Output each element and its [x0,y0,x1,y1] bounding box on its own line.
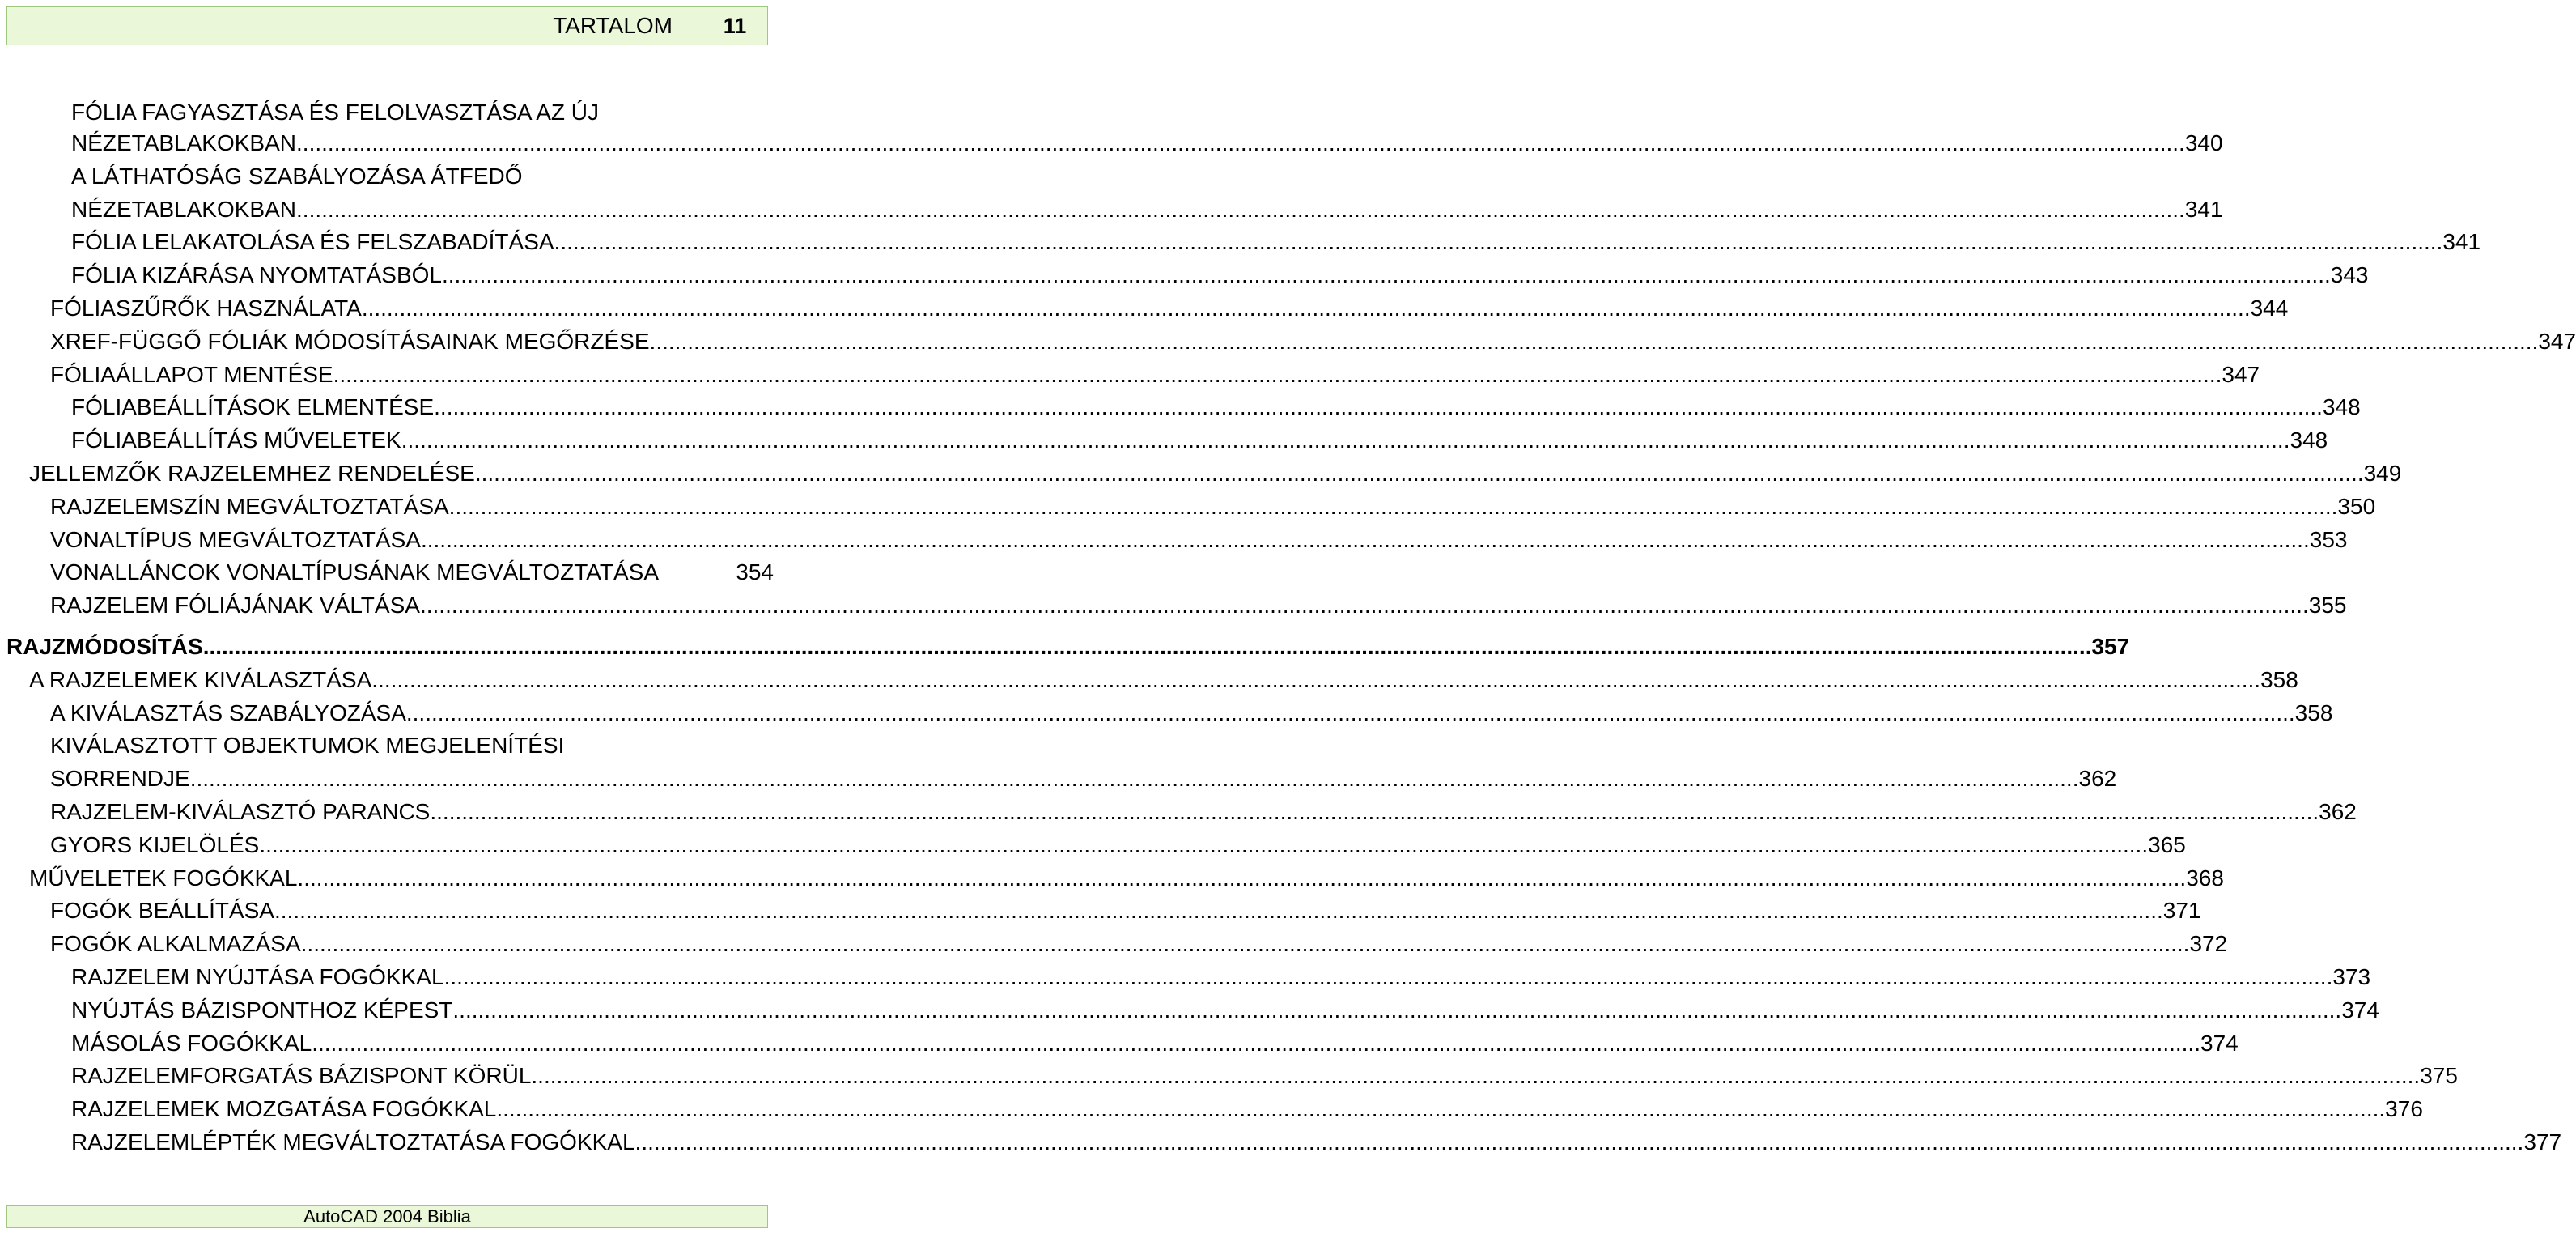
toc-page-number: 354 [736,559,774,585]
toc-entry[interactable] [0,589,2347,623]
toc-page-number: 341 [2184,196,2223,222]
toc-entry-title: RAJZELEMEK MOZGATÁSA FOGÓKKAL [71,1096,497,1122]
toc-entry[interactable] [0,1060,2458,1093]
toc-dot-leader: ............................................................................................................................................................................................................................................................................................................ [448,493,2338,519]
footer-title: AutoCAD 2004 Biblia [303,1206,471,1227]
toc-entry[interactable] [0,193,2223,227]
toc-entry[interactable] [0,1093,2423,1126]
toc-dot-leader: ............................................................................................................................................................................................................................................................................................................ [333,361,2222,387]
toc-entry[interactable] [0,994,2379,1027]
toc-entry-title: RAJZELEM NYÚJTÁSA FOGÓKKAL [71,963,444,989]
toc-dot-leader: ............................................................................................................................................................................................................................................................................................................ [312,1030,2200,1056]
toc-dot-leader: ............................................................................................................................................................................................................................................................................................................ [452,997,2342,1023]
toc-page-number: 365 [2148,831,2186,857]
toc-dot-leader: ............................................................................................................................................................................................................................................................................................................ [474,460,2364,486]
toc-dot-leader: ............................................................................................................................................................................................................................................................................................................ [202,633,2092,659]
toc-page-number: 347 [2222,361,2260,387]
toc-page-number: 375 [2420,1063,2458,1089]
toc-entry[interactable] [0,524,2348,557]
toc-dot-leader: ............................................................................................................................................................................................................................................................................................................ [496,1096,2386,1122]
toc-entry-title: VONALLÁNCOK VONALTÍPUSÁNAK MEGVÁLTOZTATÁSA [50,559,660,585]
toc-page-number: 348 [2290,427,2328,453]
toc-entry[interactable] [0,1027,2239,1061]
toc-entry-title: VONALTÍPUS MEGVÁLTOZTATÁSA [50,526,421,552]
toc-dot-leader: ............................................................................................................................................................................................................................................................................................................ [296,130,2185,155]
toc-entry-title: NÉZETABLAKOKBAN [71,196,297,222]
toc-entry-title: RAJZELEMSZÍN MEGVÁLTOZTATÁSA [50,493,449,519]
toc-entry[interactable] [0,226,2481,259]
toc-entry-title: FÓLIABEÁLLÍTÁSOK ELMENTÉSE [71,394,435,420]
toc-dot-leader: ............................................................................................................................................................................................................................................................................................................ [430,798,2319,824]
toc-dot-leader: ............................................................................................................................................................................................................................................................................................................ [371,666,2261,692]
toc-page-number: 368 [2186,865,2224,891]
toc-dot-leader: ............................................................................................................................................................................................................................................................................................................ [274,898,2163,924]
toc-page-number: 350 [2337,493,2376,519]
toc-entry[interactable] [0,1126,2562,1159]
toc-entry-title: A LÁTHATÓSÁG SZABÁLYOZÁSA ÁTFEDŐ [71,163,523,189]
toc-entry[interactable] [0,359,2260,392]
toc-entry-title: NÉZETABLAKOKBAN [71,130,297,155]
toc-entry[interactable] [0,763,2117,796]
toc-page-number: 374 [2200,1030,2239,1056]
toc-entry-title: FÓLIA KIZÁRÁSA NYOMTATÁSBÓL [71,262,442,288]
toc-page-number: 377 [2523,1129,2562,1154]
toc-entry[interactable] [0,697,2333,730]
toc-page-number: 362 [2319,798,2357,824]
toc-entry[interactable] [0,98,774,127]
toc-page-number: 344 [2250,295,2289,321]
toc-dot-leader: ............................................................................................................................................................................................................................................................................................................ [531,1063,2421,1089]
toc-entry[interactable] [0,457,2402,491]
toc-dot-leader: ............................................................................................................................................................................................................................................................................................................ [649,328,2539,354]
toc-dot-leader: ............................................................................................................................................................................................................................................................................................................ [296,196,2185,222]
toc-entry[interactable] [0,292,2289,325]
toc-entry-title: FOGÓK BEÁLLÍTÁSA [50,898,274,924]
toc-dot-leader: ............................................................................................................................................................................................................................................................................................................ [405,699,2295,725]
toc-entry-title: A RAJZELEMEK KIVÁLASZTÁSA [29,666,372,692]
header-title: TARTALOM [553,13,673,38]
toc-entry-title: MŰVELETEK FOGÓKKAL [29,865,298,891]
toc-entry-title: FOGÓK ALKALMAZÁSA [50,931,301,957]
toc-dot-leader: ............................................................................................................................................................................................................................................................................................................ [434,394,2323,420]
toc-entry[interactable] [0,127,2223,160]
toc-entry-title: FÓLIA LELAKATOLÁSA ÉS FELSZABADÍTÁSA [71,229,554,255]
toc-entry[interactable] [0,491,2376,524]
toc-entry-title: FÓLIAÁLLAPOT MENTÉSE [50,361,333,387]
toc-page-number: 362 [2078,766,2117,792]
toc-dot-leader: ............................................................................................................................................................................................................................................................................................................ [441,262,2331,288]
toc-page-number: 357 [2091,633,2130,659]
toc-entry[interactable] [0,424,2328,457]
toc-dot-leader: ............................................................................................................................................................................................................................................................................................................ [420,526,2310,552]
toc-entry-title: FÓLIA FAGYASZTÁSA ÉS FELOLVASZTÁSA AZ ÚJ [71,100,599,125]
toc-dot-leader: ............................................................................................................................................................................................................................................................................................................ [189,766,2079,792]
toc-entry-title: RAJZELEMFORGATÁS BÁZISPONT KÖRÜL [71,1063,532,1089]
toc-dot-leader: ............................................................................................................................................................................................................................................................................................................ [297,865,2187,891]
toc-entry[interactable] [0,961,2371,994]
toc-page-number: 347 [2538,328,2576,354]
toc-entry[interactable] [0,928,2228,961]
toc-entry[interactable] [0,664,2298,697]
toc-dot-leader: ............................................................................................................................................................................................................................................................................................................ [361,295,2251,321]
toc-entry-title: FÓLIABEÁLLÍTÁS MŰVELETEK [71,427,401,453]
toc-page-number: 371 [2162,898,2201,924]
toc-entry[interactable] [0,829,2186,862]
toc-entry[interactable] [0,729,774,763]
toc-entry[interactable] [0,160,774,193]
toc-dot-leader: ............................................................................................................................................................................................................................................................................................................ [554,229,2443,255]
header-page-number: 11 [723,14,747,38]
toc-dot-leader: ............................................................................................................................................................................................................................................................................................................ [419,593,2309,619]
toc-page-number: 343 [2330,262,2369,288]
toc-entry-title: RAJZMÓDOSÍTÁS [6,633,203,659]
toc-dot-leader: ............................................................................................................................................................................................................................................................................................................ [300,931,2190,957]
toc-dot-leader: ............................................................................................................................................................................................................................................................................................................ [259,831,2149,857]
toc-entry[interactable] [0,556,774,589]
toc-dot-leader: ............................................................................................................................................................................................................................................................................................................ [401,427,2290,453]
toc-page-number: 353 [2309,526,2348,552]
toc-entry[interactable] [0,895,2201,928]
page-footer [6,1205,768,1228]
toc-entry-title: XREF-FÜGGŐ FÓLIÁK MÓDOSÍTÁSAINAK MEGŐRZÉSE [50,328,650,354]
toc-entry[interactable] [0,391,2361,424]
toc-page-number: 340 [2184,130,2223,155]
toc-page-number: 349 [2363,460,2402,486]
toc-page-number: 341 [2442,229,2481,255]
toc-page-number: 376 [2385,1096,2423,1122]
toc-entry-title: RAJZELEMLÉPTÉK MEGVÁLTOZTATÁSA FOGÓKKAL [71,1129,635,1154]
toc-dot-leader: ............................................................................................................................................................................................................................................................................................................ [634,1129,2524,1154]
toc-entry-title: MÁSOLÁS FOGÓKKAL [71,1030,312,1056]
toc-entry-title: KIVÁLASZTOTT OBJEKTUMOK MEGJELENÍTÉSI [50,733,565,759]
toc-entry[interactable] [0,259,2369,292]
toc-page-number: 358 [2260,666,2298,692]
toc-page-number: 348 [2322,394,2361,420]
toc-entry-title: FÓLIASZŰRŐK HASZNÁLATA [50,295,362,321]
table-of-contents [0,98,2576,1159]
toc-entry-title: GYORS KIJELÖLÉS [50,831,260,857]
page-header [6,6,768,45]
toc-entry-title: NYÚJTÁS BÁZISPONTHOZ KÉPEST [71,997,453,1023]
toc-entry[interactable] [0,325,2576,359]
toc-entry-title: A KIVÁLASZTÁS SZABÁLYOZÁSA [50,699,406,725]
toc-entry-title: JELLEMZŐK RAJZELEMHEZ RENDELÉSE [29,460,475,486]
toc-entry-title: SORRENDJE [50,766,190,792]
toc-entry[interactable] [0,631,2130,664]
toc-page-number: 373 [2332,963,2371,989]
toc-entry[interactable] [0,796,2357,829]
section-gap [0,623,777,631]
toc-entry[interactable] [0,862,2224,895]
toc-dot-leader: ............................................................................................................................................................................................................................................................................................................ [443,963,2333,989]
toc-entry-title: RAJZELEM FÓLIÁJÁNAK VÁLTÁSA [50,593,420,619]
toc-page-number: 374 [2341,997,2379,1023]
toc-page-number: 372 [2189,931,2228,957]
toc-page-number: 358 [2294,699,2333,725]
toc-entry-title: RAJZELEM-KIVÁLASZTÓ PARANCS [50,798,431,824]
toc-page-number: 355 [2308,593,2347,619]
